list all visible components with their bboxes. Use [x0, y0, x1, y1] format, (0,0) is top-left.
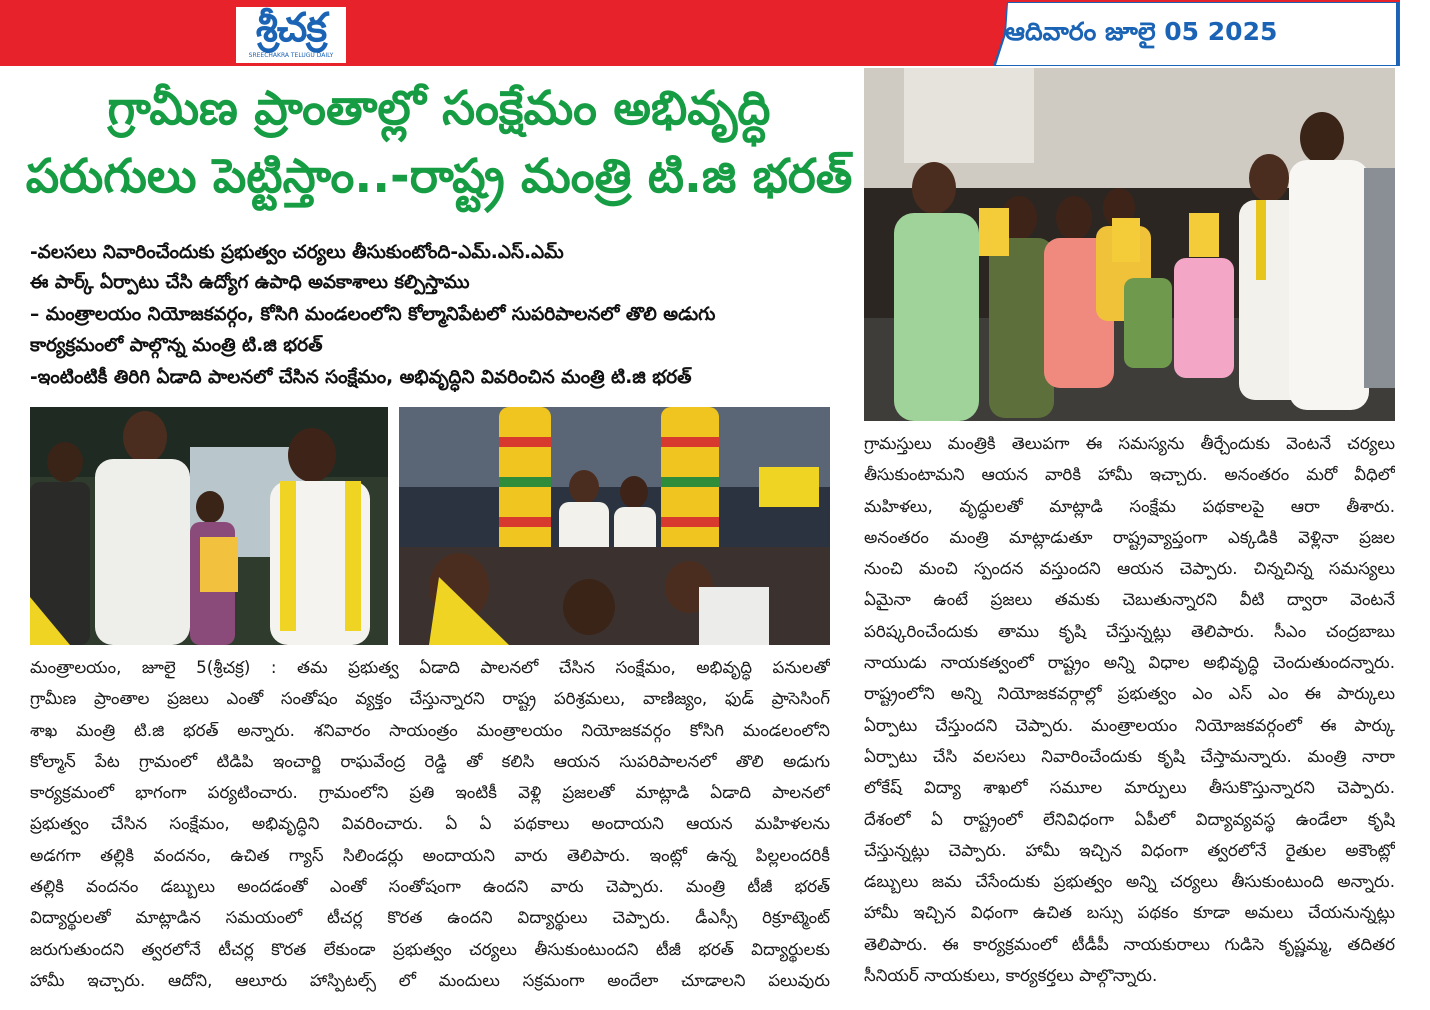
- body-line: అడగగా తల్లికి వందనం, ఉచిత గ్యాస్ సిలిండర్లు అందాయని వారు తెలిపారు. ఇంట్లో ఉన్న పిల్లలందరికీ: [30, 844, 830, 865]
- newspaper-logo: శ్రీచక్ర: [255, 5, 327, 51]
- photo-minister-handing-pamphlet: [30, 407, 388, 645]
- body-line: లోకేష్ విద్యా శాఖలో సమూల మార్పులు తీసుకొస్తున్నారని చెప్పారు.: [864, 777, 1395, 798]
- article-body-left: [30, 652, 830, 996]
- deck-line: కార్యక్రమంలో పాల్గొన్న మంత్రి టి.జి భరత్: [30, 335, 323, 356]
- photo-welcome-garlands: [399, 407, 830, 645]
- body-line: దేశంలో ఏ రాష్ట్రంలో లేనివిధంగా ఏపీలో విద్యావ్యవస్థ ఉండేలా కృషి: [864, 808, 1395, 829]
- body-line: రాష్ట్రంలోని అన్ని నియోజకవర్గాల్లో ప్రభుత్వం ఎం ఎస్ ఎం ఈ పార్కులు: [864, 683, 1395, 704]
- body-line: కార్యక్రమంలో భాగంగా పర్యటించారు. గ్రామంలోని ప్రతి ఇంటికీ వెళ్లి ప్రజలతో మాట్లాడి ఏడాది పాలనలో: [30, 782, 830, 803]
- body-line: నుంచి మంచి స్పందన వస్తుందని ఆయన చెప్పారు. చిన్నచిన్న సమస్యలు: [864, 558, 1395, 579]
- headline-line-1: గ్రామీణ ప్రాంతాల్లో సంక్షేమం అభివృద్ధి: [107, 81, 771, 136]
- issue-date: ఆదివారం జూలై 05 2025: [1005, 17, 1278, 46]
- body-line: మంత్రాలయం, జూలై 5(శ్రీచక్ర) : తమ ప్రభుత్వ ఏడాది పాలనలో చేసిన సంక్షేమం, అభివృద్ధి పనులతో: [30, 657, 830, 677]
- deck-line: -వలసలు నివారించేందుకు ప్రభుత్వం చర్యలు తీసుకుంటోంది-ఎమ్.ఎస్.ఎమ్: [30, 242, 564, 263]
- body-line: కోల్మాన్ పేట గ్రామంలో టిడిపి ఇంచార్జి రాఘవేంద్ర రెడ్డి తో కలిసి ఆయన సుపరిపాలనలో తొలి అడుగు: [30, 750, 830, 771]
- body-line: విద్యార్థులతో మాట్లాడిన సమయంలో టీచర్ల కొరత ఉందని విద్యార్థులు చెప్పారు. డీఎస్సీ రిక్రూట్మెంట్: [30, 907, 830, 928]
- photo-minister-with-villagers: [864, 68, 1395, 421]
- body-line: జరుగుతుందని త్వరలోనే టీచర్ల కొరత లేకుండా ప్రభుత్వం చర్యలు తీసుకుంటుందని టీజీ భరత్ విద్యార్థులకు: [30, 938, 830, 959]
- body-line: తల్లికి వందనం డబ్బులు అందడంతో ఎంతో సంతోషంగా ఉందని వారు చెప్పారు. మంత్రి టీజీ భరత్: [30, 876, 830, 897]
- deck-line: -ఇంటింటికీ తిరిగి ఏడాది పాలనలో చేసిన సంక్షేమం, అభివృద్ధిని వివరించిన మంత్రి టి.జి భరత్: [30, 367, 692, 388]
- body-line: చేస్తున్నట్లు చెప్పారు. హామీ ఇచ్చిన విధంగా త్వరలోనే రైతుల అకౌంట్లో: [864, 839, 1395, 860]
- body-line: తీసుకుంటామని ఆయన వారికి హామీ ఇచ్చారు. అనంతరం మరో వీధిలో: [864, 464, 1395, 485]
- body-line: మహిళలు, వృద్ధులతో మాట్లాడి సంక్షేమ పథకాలపై ఆరా తీశారు.: [864, 495, 1395, 516]
- deck-line: ఈ పార్క్ ఏర్పాటు చేసి ఉద్యోగ ఉపాధి అవకాశాలు కల్పిస్తాము: [30, 272, 470, 293]
- deck-line: – మంత్రాలయం నియోజకవర్గం, కోసిగి మండలంలోని కోల్మానిపేటలో సుపరిపాలనలో తొలి అడుగు: [30, 304, 716, 325]
- body-line: గ్రామీణ ప్రాంతాల ప్రజలు ఎంతో సంతోషం వ్యక్తం చేస్తున్నారని రాష్ట్ర పరిశ్రమలు, వాణిజ్యం, ఫుడ్ ప్రాసెసింగ్: [30, 688, 830, 709]
- body-line: డబ్బులు జమ చేసేందుకు ప్రభుత్వం అన్ని చర్యలు తీసుకుంటుంది అన్నారు.: [864, 871, 1395, 892]
- body-line: శాఖ మంత్రి టి.జి భరత్ అన్నారు. శనివారం సాయంత్రం మంత్రాలయం నియోజకవర్గం కోసిగి మండలంలోని: [30, 719, 830, 740]
- body-line: సీనియర్ నాయకులు, కార్యకర్తలు పాల్గొన్నారు.: [864, 965, 1158, 986]
- body-line: గ్రామస్తులు మంత్రికి తెలుపగా ఈ సమస్యను తీర్చేందుకు వెంటనే చర్యలు: [864, 433, 1395, 453]
- body-line: పరిష్కరించేందుకు తాము కృషి చేస్తున్నట్లు తెలిపారు. సీఎం చంద్రబాబు: [864, 620, 1395, 641]
- body-line: ఏర్పాటు చేసి వలసలు నివారించేందుకు కృషి చేస్తామన్నారు. మంత్రి నారా: [864, 745, 1395, 766]
- body-line: ప్రభుత్వం చేసిన సంక్షేమం, అభివృద్ధిని వివరించారు. ఏ ఏ పథకాలు అందాయని ఆయన మహిళలను: [30, 813, 830, 834]
- body-line: హామీ ఇచ్చిన విధంగా ఉచిత బస్సు పథకం కూడా అమలు చేయనున్నట్లు: [864, 902, 1395, 923]
- body-line: ఏర్పాటు చేస్తుందని చెప్పారు. మంత్రాలయం నియోజకవర్గంలో ఈ పార్కు: [864, 714, 1395, 735]
- body-line: అనంతరం మంత్రి మాట్లాడుతూ రాష్ట్రవ్యాప్తంగా ఎక్కడికి వెళ్లినా ప్రజల: [864, 526, 1395, 547]
- headline-line-2: పరుగులు పెట్టిస్తాం..-రాష్ట్ర మంత్రి టి.జి భరత్: [25, 149, 853, 204]
- body-line: నాయుడు నాయకత్వంలో రాష్ట్రం అన్ని విధాల అభివృద్ధి చెందుతుందన్నారు.: [864, 652, 1395, 673]
- article-body-right: [864, 428, 1395, 991]
- body-line: ఏమైనా ఉంటే ప్రజలు తమకు చెబుతున్నారని వీటి ద్వారా వెంటనే: [864, 589, 1395, 610]
- body-line: హామీ ఇచ్చారు. ఆదోని, ఆలూరు హాస్పిటల్స్ లో మందులు సక్రమంగా అందేలా చూడాలని పలువురు: [30, 969, 830, 990]
- body-line: తెలిపారు. ఈ కార్యక్రమంలో టీడీపీ నాయకురాలు గుడిసె కృష్ణమ్మ, తదితర: [864, 933, 1395, 954]
- logo-tagline: SREECHAKRA TELUGU DAILY: [248, 52, 334, 59]
